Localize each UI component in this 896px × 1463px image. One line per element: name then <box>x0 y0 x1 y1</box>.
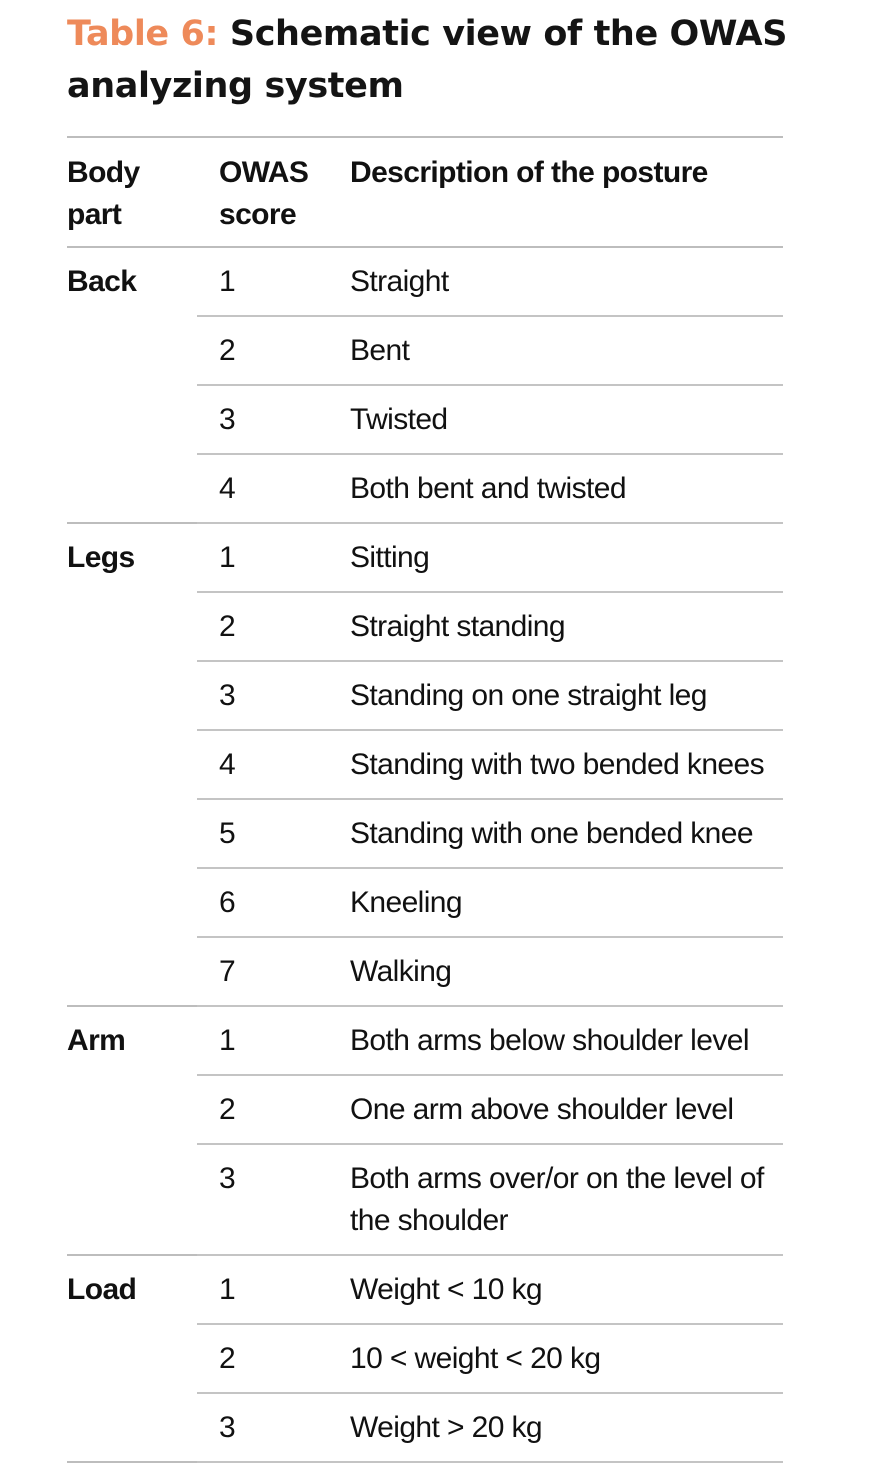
score-cell: 4 <box>197 454 350 523</box>
body-part-cell: Load <box>67 1255 197 1462</box>
table-header <box>67 137 783 247</box>
description-cell: Sitting <box>350 523 783 592</box>
description-cell: Walking <box>350 937 783 1006</box>
score-cell: 5 <box>197 799 350 868</box>
header-owas-score: OWAS score <box>197 137 350 247</box>
score-cell: 2 <box>197 1075 350 1144</box>
description-cell: Standing with one bended knee <box>350 799 783 868</box>
description-cell: Weight > 20 kg <box>350 1393 783 1462</box>
description-cell: One arm above shoulder level <box>350 1075 783 1144</box>
description-cell: Kneeling <box>350 868 783 937</box>
score-cell: 6 <box>197 868 350 937</box>
table-body <box>67 247 783 1462</box>
header-row <box>67 137 783 247</box>
body-part-cell: Arm <box>67 1006 197 1255</box>
header-body-part: Body part <box>67 137 197 247</box>
score-cell: 1 <box>197 247 350 316</box>
table-title <box>67 8 827 112</box>
description-cell: Standing with two bended knees <box>350 730 783 799</box>
description-cell: Standing on one straight leg <box>350 661 783 730</box>
description-cell: Weight < 10 kg <box>350 1255 783 1324</box>
score-cell: 7 <box>197 937 350 1006</box>
score-cell: 2 <box>197 316 350 385</box>
table-row <box>67 1006 783 1075</box>
description-cell: Straight standing <box>350 592 783 661</box>
score-cell: 3 <box>197 661 350 730</box>
score-cell: 1 <box>197 1255 350 1324</box>
header-description: Description of the posture <box>350 137 783 247</box>
score-cell: 3 <box>197 1393 350 1462</box>
description-cell: Straight <box>350 247 783 316</box>
description-cell: Bent <box>350 316 783 385</box>
score-cell: 1 <box>197 523 350 592</box>
score-cell: 3 <box>197 1144 350 1255</box>
description-cell: Both arms over/or on the level of the shoulder <box>350 1144 783 1255</box>
description-cell: Both bent and twisted <box>350 454 783 523</box>
table-number: Table 6: <box>67 14 219 54</box>
table-row <box>67 1255 783 1324</box>
score-cell: 4 <box>197 730 350 799</box>
description-cell: Twisted <box>350 385 783 454</box>
score-cell: 1 <box>197 1006 350 1075</box>
table-row <box>67 523 783 592</box>
body-part-cell: Legs <box>67 523 197 1006</box>
table-row <box>67 247 783 316</box>
owas-table <box>67 136 783 1463</box>
description-cell: 10 < weight < 20 kg <box>350 1324 783 1393</box>
table-caption: Schematic view of the OWAS analyzing system <box>67 14 788 106</box>
score-cell: 2 <box>197 592 350 661</box>
score-cell: 3 <box>197 385 350 454</box>
description-cell: Both arms below shoulder level <box>350 1006 783 1075</box>
score-cell: 2 <box>197 1324 350 1393</box>
body-part-cell: Back <box>67 247 197 523</box>
